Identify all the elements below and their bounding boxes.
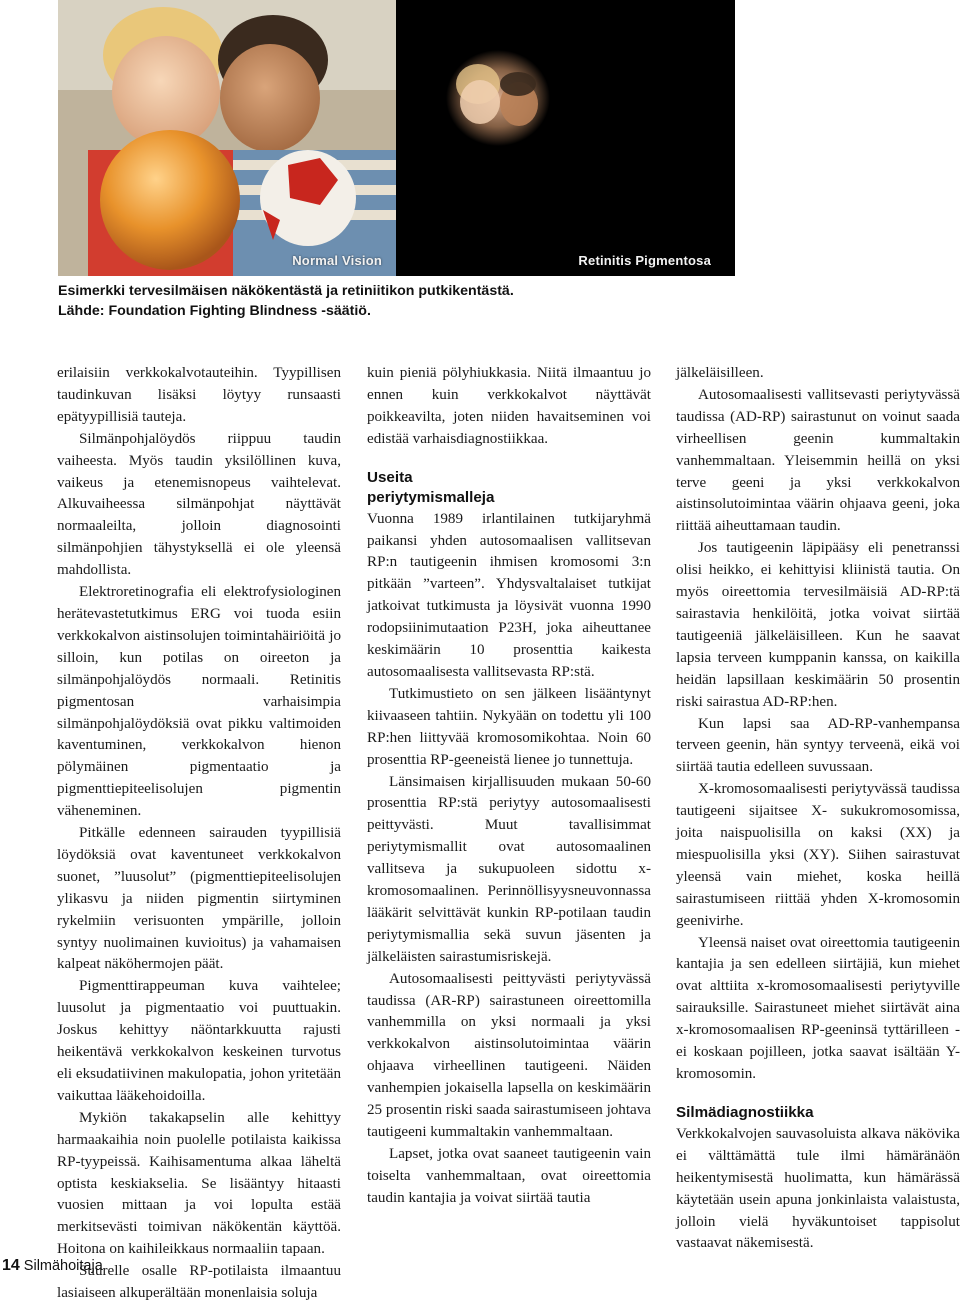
section-heading: Silmädiagnostiikka	[676, 1103, 814, 1121]
paragraph: Jos tautigeenin läpipääsy eli penetranssi olisi heikko, ei kehittyisi kliinistä tautia. On myös oireettomia tervesilmäisiä AD-RP:tä sairastavia henkilöitä, jotka voivat siirtää tautigeeniä jälkeläisilleen. Kun he saavat lapsia terveen kumppanin kanssa, on kaikilla heidän lapsillaan keskimäärin 50 prosentin riski sairastua AD-RP:hen.	[676, 540, 960, 710]
paragraph: Pitkälle edenneen sairauden tyypillisiä löydöksiä ovat kaventuneet verkkokalvon suonet, ”luusolut” (pigmenttiepiteelisolujen ylikasvu ja niiden pigmentin siirtyminen rykelmiin verisuonten ympärille, jolloin syntyy nuolimainen kuvioitus) ja vahamaisen kalpeat näköhermojen päät.	[57, 825, 341, 973]
normal-vision-photo	[58, 0, 396, 276]
retinitis-pigmentosa-photo	[396, 0, 735, 276]
paragraph: Silmänpohjalöydös riippuu taudin vaiheesta. Myös taudin yksilöllinen kuva, vaikeus ja etenemisnopeus vaihtelevat. Alkuvaiheessa silmänpohjat näyttävät normaaleilta, jolloin diagnosointi silmänpohjien tähystyksellä ei ole yleensä mahdollista.	[57, 430, 341, 579]
paragraph: kuin pieniä pölyhiukkasia. Niitä ilmaantuu jo ennen kuin verkkokalvot näyttävät poikkeavilta, joten niiden havaitseminen voi edistää varhaisdiagnostiikkaa.	[367, 365, 651, 447]
normal-vision-label: Normal Vision	[292, 253, 382, 268]
article-column-2	[367, 363, 651, 1210]
page-footer	[2, 1257, 103, 1275]
paragraph: Tutkimustieto on sen jälkeen lisääntynyt kiivaaseen tahtiin. Nykyään on todettu yli 100 RP:hen liittyvää kromosomikohtaa. Noin 60 prosenttia RP-geeneistä lienee jo tunnettuja.	[367, 685, 651, 768]
publication-name: Silmähoitaja	[23, 1258, 103, 1274]
caption-line-2: Lähde: Foundation Fighting Blindness -säätiö.	[58, 303, 371, 319]
article-column-1	[57, 363, 341, 1305]
paragraph: erilaisiin verkkokalvotauteihin. Tyypillisen taudinkuvan lisäksi löytyy runsaasti epätyypillisiä tauteja.	[57, 365, 341, 425]
paragraph: Yleensä naiset ovat oireettomia tautigeenin kantajia ja sen edelleen siirtäjiä, kun miehet ovat alttiita x-kromosomaalisesti periytyville sairauksille. Sairastuneet miehet siirtävät aina x-kromosomaalisen RP-geeninsä tyttärilleen - ei koskaan pojilleen, jotka saavat isältään Y-kromosomin.	[676, 934, 960, 1082]
section-heading	[367, 468, 651, 508]
paragraph: Länsimaisen kirjallisuuden mukaan 50-60 prosenttia RP:stä periytyy autosomaalisesti peittyvästi. Muut tavallisimmat periytymismallit ovat autosomaalinen vallitseva ja sukupuoleen sidottu x-kromosomaalinen. Perinnöllisyysneuvonnassa lääkärit selvittävät kunkin RP-potilaan taudin periytymismallia sekä suvun jäsenten ja jälkeläisten sairastumisriskejä.	[367, 773, 651, 965]
caption-line-1: Esimerkki tervesilmäisen näkökentästä ja retiniitikon putkikentästä.	[58, 283, 514, 299]
paragraph: Lapset, jotka ovat saaneet tautigeenin vain toiselta vanhemmaltaan, ovat oireettomia taudin kantajia ja voivat siirtää tautia	[367, 1145, 651, 1206]
paragraph: Elektroretinografia eli elektrofysiologinen herätevastetutkimus ERG voi tuoda esiin verkkokalvon aistinsolujen toimintahäiriöitä jo silloin, kun potilas on oireeton ja silmänpohjalöydös normaali. Retinitis pigmentosan varhaisimpia silmänpohjalöydöksiä ovat pikku valtimoiden kaventuminen, verkkokalvon hienon pölymäinen pigmentaatio ja pigmenttiepiteelisolujen pigmentin väheneminen.	[57, 584, 341, 820]
section-heading-line-2: periytymismalleja	[367, 488, 495, 506]
children-with-balls-illustration	[58, 0, 396, 276]
tunnel-vision-illustration	[396, 0, 735, 276]
paragraph: Kun lapsi saa AD-RP-vanhempansa terveen geenin, hän syntyy terveenä, eikä voi siirtää tautia edelleen suvussaan.	[676, 715, 960, 776]
retinitis-pigmentosa-label: Retinitis Pigmentosa	[578, 253, 711, 268]
paragraph: Autosomaalisesti peittyvästi periytyvässä taudissa (AR-RP) sairastuneen oireettomilla vanhemmilla on yksi normaali ja yksi verkkokalvon aistinsolutoimintaa väärin ohjaava virheellinen tautigeeni. Näiden vanhempien jokaisella lapsella on keskimäärin 25 prosentin riski saada sairastumiseen johtava tautigeeni kummaltakin vanhemmaltaan.	[367, 970, 651, 1140]
figure-caption	[58, 281, 738, 321]
paragraph: Verkkokalvojen sauvasoluista alkava näkövika ei välttämättä tule ilmi hämäränäön heikentymisestä huolimatta, kun hämärässä käytetään usein apuna jonkinlaista valaistusta, jolloin vielä hyväkuntoiset tappisolut vastaavat näkemisestä.	[676, 1125, 960, 1252]
paragraph: Mykiön takakapselin alle kehittyy harmaakaihia noin puolelle potilaista kaikissa RP-tyypeissä. Kaihisamentuma alkaa läheltä optista keskiakselia. Se lisääntyy hitaasti vuosien mittaan ja voi lopulta estää merkitsevästi toimivan näkökentän käyttöä. Hoitona on kaihileikkaus normaaliin tapaan.	[57, 1109, 341, 1258]
paragraph: X-kromosomaalisesti periytyvässä taudissa tautigeeni sijaitsee X- sukukromosomissa, joita naispuolisilla on kaksi (XX) ja miespuolisilla yksi (XY). Siihen sairastuvat yleensä vain miehet, koska heillä sairastumiseen riittää yhden X-kromosomin geenivirhe.	[676, 781, 960, 929]
paragraph: jälkeläisilleen.	[676, 365, 764, 381]
paragraph: Vuonna 1989 irlantilainen tutkijaryhmä paikansi yhden autosomaalisen vallitsevan RP:n tautigeenin ihmisen kromosomi 3:n pitkään ”varteen”. Yhdysvaltalaiset tutkijat jatkoivat tutkimusta ja löysivät vuonna 1990 rodopsiinimutaation P23H, joka aiheuttanee keskimäärin 10 prosenttia kaikesta autosomaalisesta vallitsevasta RP:stä.	[367, 510, 651, 680]
comparison-figure	[58, 0, 735, 276]
article-column-3	[676, 363, 960, 1255]
paragraph: Pigmenttirappeuman kuva vaihtelee; luusolut ja pigmentaatio voi puuttuakin. Joskus kehittyy näöntarkkuutta rajusti heikentävä verkkokalvon keskeinen turvotus eli eksudatiivinen makulopatia, johon yritetään vaikuttaa lääkehoidoilla.	[57, 978, 341, 1104]
paragraph: Autosomaalisesti vallitsevasti periytyvässä taudissa (AD-RP) sairastunut on voinut saada virheellisen geenin kummaltakin vanhemmaltaan. Yleisemmin heillä on yksi terve geeni ja yksi verkkokalvon aistinsolutoimintaa väärin ohjaava geeni, joka riittää aiheuttamaan taudin.	[676, 386, 960, 535]
section-heading-line-1: Useita	[367, 468, 413, 486]
paragraph: Suurelle osalle RP-potilaista ilmaantuu lasiaiseen alkuperältään monenlaisia soluja	[57, 1263, 341, 1302]
page-number: 14	[2, 1257, 20, 1274]
